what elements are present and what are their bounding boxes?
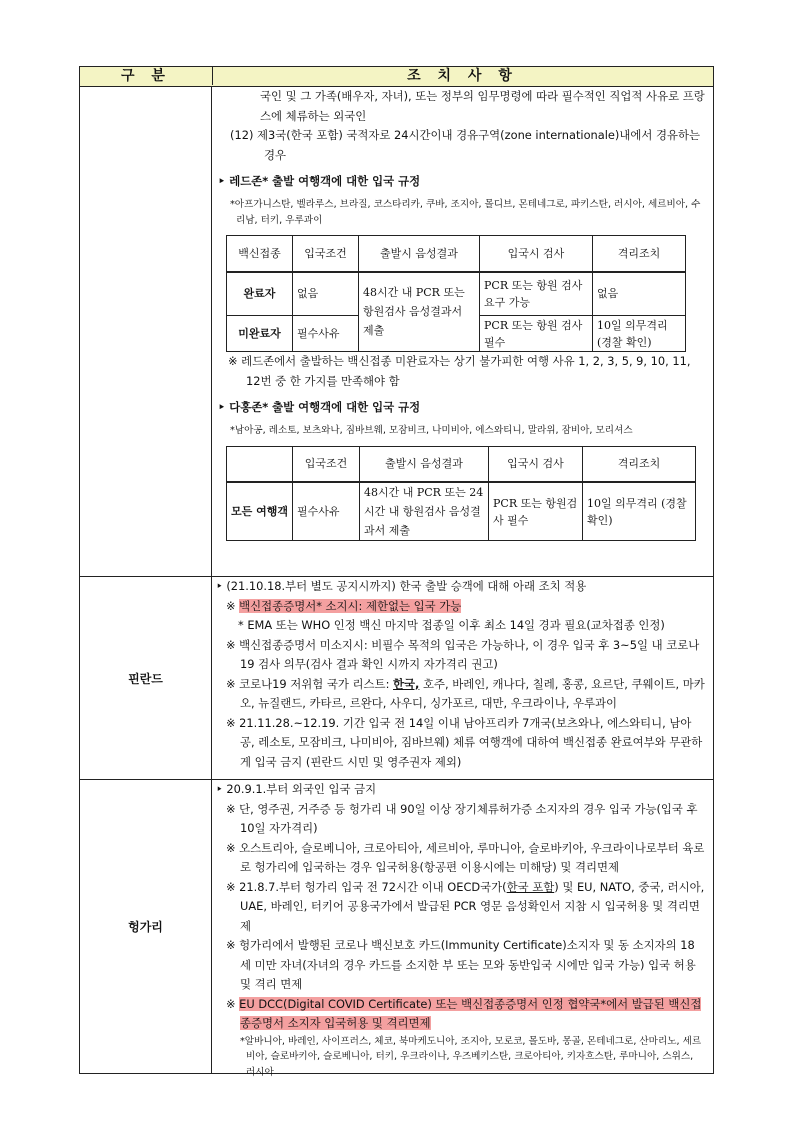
red-zone-table (226, 235, 686, 352)
red-zone-countries: *아프가니스탄, 벨라루스, 브라질, 코스타리카, 쿠바, 조지아, 몰디브, 몬테네그로, 파키스탄, 러시아, 세르비아, 수리남, 터키, 우루과이 (230, 199, 701, 226)
th-empty (227, 446, 293, 482)
cell-departure-test: 48시간 내 PCR 또는 항원검사 음성결과서 제출 (359, 272, 480, 352)
highlight-vaccinated: 백신접종증명서* 소지시: 제한없는 입국 가능 (239, 598, 462, 613)
th-arrival-test: 입국시 검사 (489, 446, 583, 482)
document-table (79, 66, 714, 1078)
cell-condition: 필수사유 (293, 482, 360, 541)
table-header (80, 67, 713, 87)
row-finland (80, 577, 713, 780)
header-category: 구 분 (80, 67, 213, 85)
hungary-permit-note: ※ 단, 영주권, 거주증 등 헝가리 내 90일 이상 장기체류허가증 소지자의 경우 입국 가능(입국 후 10일 자가격리) (226, 801, 698, 835)
th-condition: 입국조건 (293, 236, 359, 272)
th-departure-test: 출발시 음성결과 (359, 236, 480, 272)
dark-red-zone-countries: *남아공, 레소토, 보츠와나, 짐바브웨, 모잠비크, 나미비아, 에스와티니, 말라위, 잠비아, 모리셔스 (230, 425, 633, 436)
finland-vaccinated-line (216, 597, 705, 617)
row-label-finland: 핀란드 (80, 577, 212, 779)
hungary-intro: ‣ 20.9.1.부터 외국인 입국 금지 (216, 782, 377, 796)
pcr-prefix: ※ 21.8.7.부터 헝가리 입국 전 72시간 이내 OECD국가( (226, 879, 507, 894)
th-condition: 입국조건 (293, 446, 360, 482)
note-mark: ※ (226, 996, 236, 1011)
header-measures: 조 치 사 항 (407, 68, 518, 84)
cell-quarantine: 10일 의무격리 (경찰 확인) (593, 316, 686, 352)
france-text-line: 국인 및 그 가족(배우자, 자녀), 또는 정부의 임무명령에 따라 필수적인 직업적 사유로 프랑스에 체류하는 외국인 (260, 89, 705, 123)
low-risk-countries: 호주, 바레인, 캐나다, 칠레, 홍콩, 요르단, 쿠웨이트, 마카오, 뉴질랜드, 카타르, 르완다, 사우디, 싱가포르, 대만, 우크라이나, 우루과이 (240, 676, 705, 710)
row-label-empty (80, 87, 212, 576)
cell-quarantine: 10일 의무격리 (경찰 확인) (583, 482, 696, 541)
finland-unvaccinated: ※ 백신접종증명서 미소지시: 비필수 목적의 입국은 가능하나, 이 경우 입국 후 3~5일 내 코로나19 검사 의무(검사 결과 확인 시까지 자가격리 권고) (226, 637, 700, 671)
row-label-hungary: 헝가리 (80, 780, 212, 1073)
highlight-eu-dcc: EU DCC(Digital COVID Certificate) 또는 백신접종증명서 인정 협약국*에서 발급된 백신접종증명서 소지자 입국허용 및 격리면제 (239, 996, 702, 1030)
th-quarantine: 격리조치 (583, 446, 696, 482)
low-risk-prefix: 코로나19 저위험 국가 리스트: (239, 676, 394, 691)
hungary-pcr-note (216, 878, 705, 937)
korea-included: 한국 포함 (506, 879, 555, 894)
th-vaccine: 백신접종 (227, 236, 293, 272)
cell-condition: 없음 (293, 272, 359, 316)
cell-departure-test: 48시간 내 PCR 또는 24시간 내 항원검사 음성결과서 제출 (360, 482, 489, 541)
red-zone-heading: ‣ 레드존* 출발 여행객에 대한 입국 규정 (218, 174, 421, 188)
th-departure-test: 출발시 음성결과 (360, 446, 489, 482)
cell-condition: 필수사유 (293, 316, 359, 352)
korea-highlight: 한국, (393, 676, 420, 691)
hungary-agreement-countries: *알바니아, 바레인, 사이프러스, 체코, 북마케도니아, 조지아, 모로코, 몰도바, 몽골, 몬테네그로, 산마리노, 세르비아, 슬로바키아, 슬로베니아, 터키, 우크라이나, 우즈베키스탄, 크로아티아, 키자흐스탄, 루마니아, 스위스, 러시아 (240, 1035, 702, 1078)
dark-red-zone-table (226, 446, 696, 542)
finland-ban-note: ※ 21.11.28.~12.19. 기간 입국 전 14일 이내 남아프리카 7개국(보츠와나, 에스와티니, 남아공, 레소토, 모잠비크, 나미비아, 짐바브웨) 체류 여행객에 대하여 백신접종 완료여부와 무관하게 입국 금지 (핀란드 시민 및 영주권자 제외) (226, 715, 703, 769)
finland-intro: ‣ (21.10.18.부터 별도 공지시까지) 한국 출발 승객에 대해 아래 조치 적용 (216, 579, 587, 593)
hungary-land-entry: ※ 오스트리아, 슬로베니아, 크로아티아, 세르비아, 루마니아, 슬로바키아, 우크라이나로부터 육로로 헝가리에 입국하는 경우 입국허용(항공편 이용시에는 미해당) 및 격리면제 (226, 840, 705, 874)
cell-arrival-test: PCR 또는 항원검사 필수 (489, 482, 583, 541)
finland-ema-note: * EMA 또는 WHO 인정 백신 마지막 접종일 이후 최소 14일 경과 필요(교차접종 인정) (238, 618, 665, 632)
red-zone-note: ※ 레드존에서 출발하는 백신접종 미완료자는 상기 불가피한 여행 사유 1, 2, 3, 5, 9, 10, 11, 12번 중 한 가지를 만족해야 함 (228, 354, 691, 388)
dark-red-zone-heading: ‣ 다홍존* 출발 여행객에 대한 입국 규정 (218, 400, 421, 414)
france-item-12: (12) 제3국(한국 포함) 국적자로 24시간이내 경유구역(zone internationale)내에서 경유하는 경우 (230, 128, 701, 162)
note-mark: ※ (226, 598, 236, 613)
pcr-suffix: ) 및 EU, NATO, 중국, 러시아, UAE, 바레인, 터키어 공용국가에서 발급된 PCR 영문 음성확인서 지참 시 입국허용 및 격리면제 (240, 879, 705, 933)
note-mark: ※ (226, 676, 236, 691)
cell-vaccine: 미완료자 (227, 316, 293, 352)
cell-vaccine: 완료자 (227, 272, 293, 316)
th-arrival-test: 입국시 검사 (480, 236, 593, 272)
row-hungary (80, 780, 713, 1078)
cell-arrival-test: PCR 또는 항원 검사 필수 (480, 316, 593, 352)
hungary-eu-dcc (216, 995, 705, 1034)
hungary-immunity-card: ※ 헝가리에서 발행된 코로나 백신보호 카드(Immunity Certificate)소지자 및 동 소지자의 18세 미만 자녀(자녀의 경우 카드를 소지한 부 또는 모와 동반입국 시에만 입국 가능) 입국 허용 및 격리 면제 (226, 938, 696, 991)
row-france-continued (80, 87, 713, 577)
cell-quarantine: 없음 (593, 272, 686, 316)
cell-who: 모든 여행객 (227, 482, 293, 541)
finland-low-risk-list (216, 675, 705, 714)
th-quarantine: 격리조치 (593, 236, 686, 272)
cell-arrival-test: PCR 또는 항원 검사 요구 가능 (480, 272, 593, 316)
